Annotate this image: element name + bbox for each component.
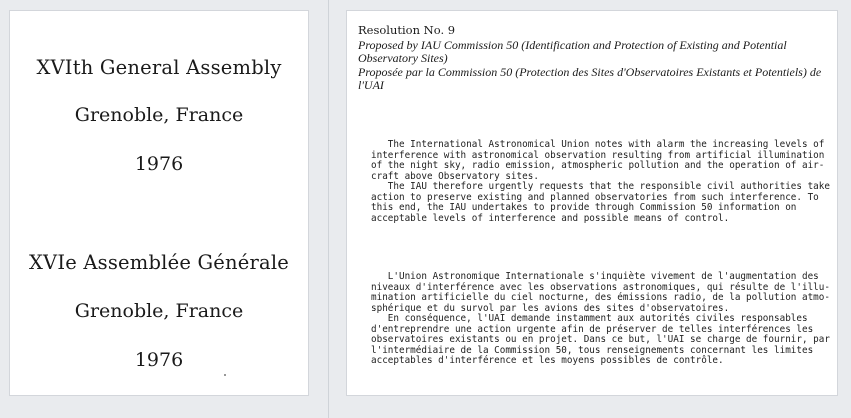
resolution-text-fr-line: observatoires existants ou en projet. Dans ce but, l'UAI se charge de fournir, par xyxy=(371,334,830,345)
resolution-text-fr-line: L'Union Astronomique Internationale s'inquiète vivement de l'augmentation des xyxy=(371,271,819,282)
resolution-text-fr-line: En conséquence, l'UAI demande instamment aux autorités civiles responsables xyxy=(371,313,808,324)
scan-speck xyxy=(224,374,226,376)
assembly-title-en: XVIth General Assembly xyxy=(36,56,282,79)
location-en: Grenoble, France xyxy=(74,104,244,126)
year-en: 1976 xyxy=(134,153,184,175)
resolution-text-fr-line: niveaux d'interférence avec les observations astronomiques, qui résulte de l'illu- xyxy=(371,281,830,293)
year-fr: 1976 xyxy=(134,349,184,371)
resolution-text-en-line: The IAU therefore urgently requests that the responsible civil authorities take xyxy=(371,181,830,192)
resolution-text-fr-line: d'entreprendre une action urgente afin de préserver de telles interférences les xyxy=(371,323,814,335)
resolution-text-fr-line: l'intermédiaire de la Commission 50, tous renseignements concernant les limites xyxy=(371,344,814,356)
resolution-text-en-line: action to preserve existing and planned observatories from such interference. To xyxy=(371,191,819,203)
resolution-number: Resolution No. 9 xyxy=(358,23,456,37)
assembly-title-fr: XVIe Assemblée Générale xyxy=(28,251,290,274)
resolution-text-en xyxy=(371,139,830,224)
resolution-text-en-line: this end, the IAU undertakes to provide through Commission 50 information on xyxy=(371,202,797,213)
proposed-by-en: Proposed by IAU Commission 50 (Identification and Protection of Existing and Potential Observatory Sites) xyxy=(358,38,787,65)
resolution-text-fr-line: acceptables d'interférence et les moyens possibles de contrôle. xyxy=(371,355,724,366)
title-page xyxy=(10,11,308,395)
page-divider xyxy=(328,0,329,418)
resolution-text-en-line: craft above Observatory sites. xyxy=(371,170,539,182)
resolution-text-fr-line: mination artificielle du ciel nocturne, des émissions radio, de la pollution atmo- xyxy=(371,292,830,303)
resolution-page xyxy=(347,11,837,395)
proposed-by-fr: Proposée par la Commission 50 (Protection des Sites d'Observatoires Existants et Potentiels) de l'UAI xyxy=(358,65,822,92)
location-fr: Grenoble, France xyxy=(74,300,244,322)
resolution-text-en-line: of the night sky, radio emission, atmospheric pollution and the operation of air- xyxy=(371,160,825,171)
resolution-text-fr xyxy=(371,271,830,367)
resolution-text-en-line: The International Astronomical Union notes with alarm the increasing levels of xyxy=(371,139,825,150)
resolution-text-en-line: acceptable levels of interference and possible means of control. xyxy=(371,212,730,224)
resolution-text-fr-line: sphérique et du survol par les avions des sites d'observatoires. xyxy=(371,302,730,314)
resolution-text-en-line: interference with astronomical observation resulting from artificial illumination xyxy=(371,149,825,161)
